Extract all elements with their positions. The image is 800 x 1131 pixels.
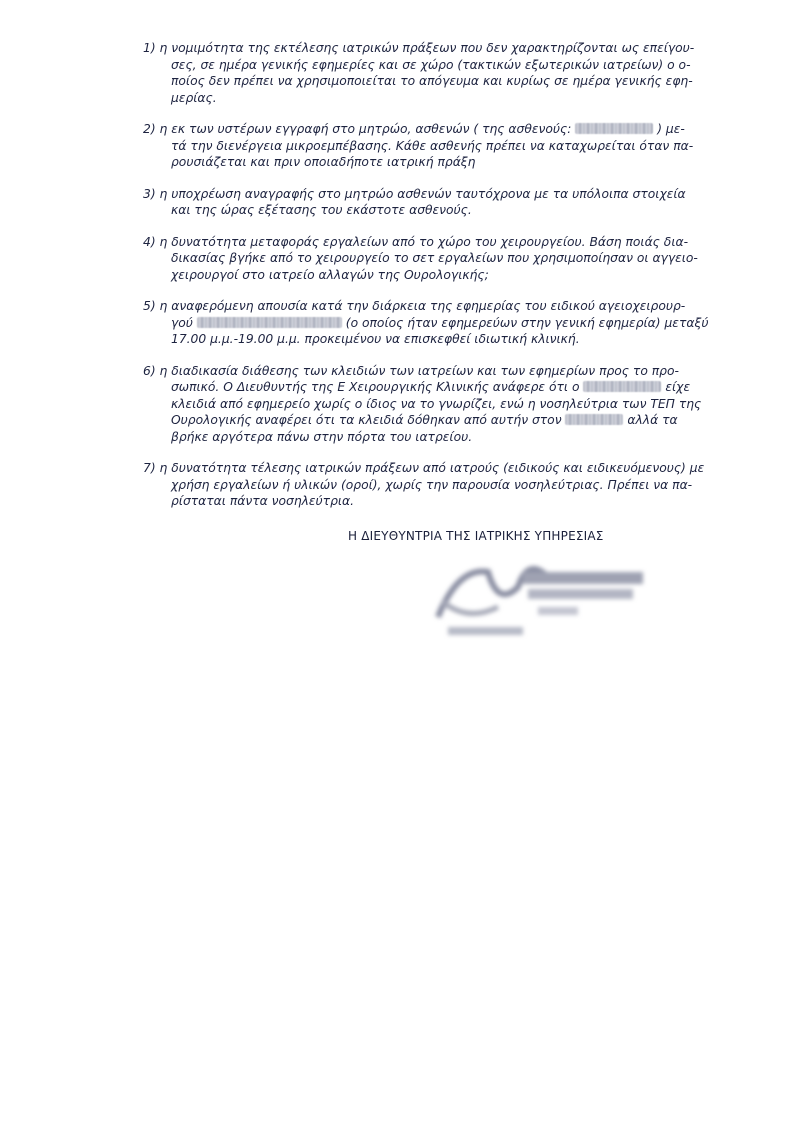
finding-item-5 <box>143 298 718 348</box>
finding-7-line-3: ρίσταται πάντα νοσηλεύτρια. <box>171 494 355 508</box>
finding-6-line-5: βρήκε αργότερα πάνω στην πόρτα του ιατρείου. <box>171 429 473 444</box>
redacted-name-1 <box>583 381 661 392</box>
finding-1-line-4: μερίας. <box>171 90 217 105</box>
finding-6-line-2-end: είχε <box>665 380 691 394</box>
redacted-name-2 <box>565 414 623 425</box>
finding-6-line-4-end: αλλά τα <box>627 413 678 427</box>
finding-6-line-1: 6) η διαδικασία διάθεσης των κλειδιών των ιατρείων και των εφημερίων προς το προ- <box>143 363 679 378</box>
signatory-title: Η ΔΙΕΥΘΥΝΤΡΙΑ ΤΗΣ ΙΑΤΡΙΚΗΣ ΥΠΗΡΕΣΙΑΣ <box>348 529 604 543</box>
finding-5-line-1: 5) η αναφερόμενη απουσία κατά την διάρκεια της εφημερίας του ειδικού αγειοχειρουρ- <box>143 299 686 313</box>
finding-item-1 <box>143 40 718 106</box>
finding-4-line-3: χειρουργοί στο ιατρείο αλλαγών της Ουρολογικής; <box>171 267 489 282</box>
finding-7-line-1: 7) η δυνατότητα τέλεσης ιατρικών πράξεων από ιατρούς (ειδικούς και ειδικευόμενους) με <box>143 461 705 475</box>
finding-item-2 <box>143 121 718 171</box>
finding-6-line-2 <box>143 379 718 396</box>
finding-3-line-2: και της ώρας εξέτασης του εκάστοτε ασθενούς. <box>171 203 472 217</box>
signature-block <box>348 529 648 543</box>
finding-6-line-4-start: Ουρολογικής αναφέρει ότι τα κλειδιά δόθηκαν από αυτήν στον <box>171 413 562 427</box>
finding-2-line-1-end: ) με- <box>657 122 685 136</box>
blurred-signature-stamp <box>428 547 653 647</box>
finding-2-line-1 <box>143 121 718 138</box>
finding-4-line-2: δικασίας βγήκε από το χειρουργείο το σετ εργαλείων που χρησιμοποίησαν οι αγγειο- <box>171 251 698 265</box>
finding-5-line-2 <box>143 315 718 332</box>
finding-item-4 <box>143 234 718 284</box>
finding-item-3 <box>143 186 718 219</box>
finding-7-line-2: χρήση εργαλείων ή υλικών (οροί), χωρίς την παρουσία νοσηλεύτριας. Πρέπει να πα- <box>171 477 693 492</box>
redacted-surgeon-name <box>197 317 342 328</box>
finding-2-line-1-start: 2) η εκ των υστέρων εγγραφή στο μητρώο, ασθενών ( της ασθενούς: <box>143 122 572 136</box>
finding-2-line-2: τά την διενέργεια μικροεμπέβασης. Κάθε ασθενής πρέπει να καταχωρείται όταν πα- <box>171 138 694 153</box>
redacted-patient-name <box>575 123 653 134</box>
finding-5-line-2-end: (ο οποίος ήταν εφημερεύων στην γενική εφημερία) μεταξύ <box>345 315 709 330</box>
finding-6-line-3: κλειδιά από εφημερείο χωρίς ο ίδιος να το γνωρίζει, ενώ η νοσηλεύτρια των ΤΕΠ της <box>171 396 702 411</box>
finding-5-line-3: 17.00 μ.μ.-19.00 μ.μ. προκειμένου να επισκεφθεί ιδιωτική κλινική. <box>171 332 580 346</box>
finding-2-line-3: ρουσιάζεται και πριν οποιαδήποτε ιατρική πράξη <box>171 155 476 169</box>
finding-1-line-1: 1) η νομιμότητα της εκτέλεσης ιατρικών πράξεων που δεν χαρακτηρίζονται ως επείγου- <box>143 41 695 55</box>
finding-1-line-3: ποίος δεν πρέπει να χρησιμοποιείται το απόγευμα και κυρίως σε ημέρα γενικής εφη- <box>171 74 693 88</box>
finding-1-line-2: σες, σε ημέρα γενικής εφημερίες και σε χώρο (τακτικών εξωτερικών ιατρείων) ο ο- <box>171 57 691 72</box>
finding-4-line-1: 4) η δυνατότητα μεταφοράς εργαλείων από το χώρο του χειρουργείου. Βάση ποιάς δια- <box>143 234 689 249</box>
findings-list <box>143 40 718 525</box>
finding-item-7 <box>143 460 718 510</box>
finding-3-line-1: 3) η υποχρέωση αναγραφής στο μητρώο ασθενών ταυτόχρονα με τα υπόλοιπα στοιχεία <box>143 186 686 201</box>
finding-item-6 <box>143 363 718 446</box>
finding-5-line-2-start: γού <box>171 315 193 330</box>
finding-6-line-2-start: σωπικό. Ο Διευθυντής της Ε Χειρουργικής Κλινικής ανάφερε ότι ο <box>171 380 580 394</box>
finding-6-line-4 <box>143 412 718 429</box>
